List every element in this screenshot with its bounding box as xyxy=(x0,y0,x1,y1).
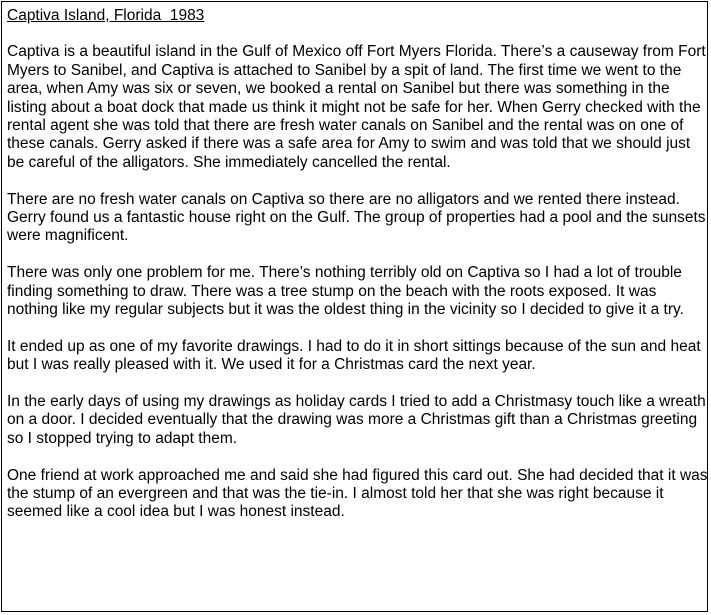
paragraph-4: It ended up as one of my favorite drawings. I had to do it in short sittings because of the sun and heat but I was really pleased with it. We used it for a Christmas card the next year. xyxy=(7,337,701,374)
paragraph-5: In the early days of using my drawings as holiday cards I tried to add a Christmasy touch like a wreath on a door. I decided eventually that the drawing was more a Christmas gift than a Christmas greeting so I stopped trying to adapt them. xyxy=(7,393,706,447)
paragraph-2: There are no fresh water canals on Captiva so there are no alligators and we rented there instead. Gerry found us a fantastic house right on the Gulf. The group of properties had a pool and the sunsets were magnificent. xyxy=(7,190,706,245)
paragraph-6: One friend at work approached me and said she had figured this card out. She had decided that it was the stump of an evergreen and that was the tie-in. I almost told her that she was right because it seemed like a cool idea but I was honest instead. xyxy=(7,466,708,521)
paragraph-3: There was only one problem for me. There’s nothing terribly old on Captiva so I had a lot of trouble finding something to draw. There was a tree stump on the beach with the roots exposed. It was nothing like my regular subjects but it was the oldest thing in the vicinity so I decided to give it a try. xyxy=(7,264,684,319)
paragraph-1: Captiva is a beautiful island in the Gulf of Mexico off Fort Myers Florida. There’s a causeway from Fort Myers to Sanibel, and Captiva is attached to Sanibel by a spit of land. The first time we went to the area, when Amy was six or seven, we booked a rental on Sanibel but there was something in the listing about a boat dock that made us think it might not be safe for her. When Gerry checked with the rental agent she was told that there are fresh water canals on Sanibel and the rental was on one of these canals. Gerry asked if there was a safe area for Amy to swim and was told that we should just be careful of the alligators. She immediately cancelled the rental. xyxy=(7,43,706,171)
document-title: Captiva Island, Florida 1983 xyxy=(7,7,205,24)
document-frame xyxy=(1,1,708,612)
document-body xyxy=(7,7,709,540)
